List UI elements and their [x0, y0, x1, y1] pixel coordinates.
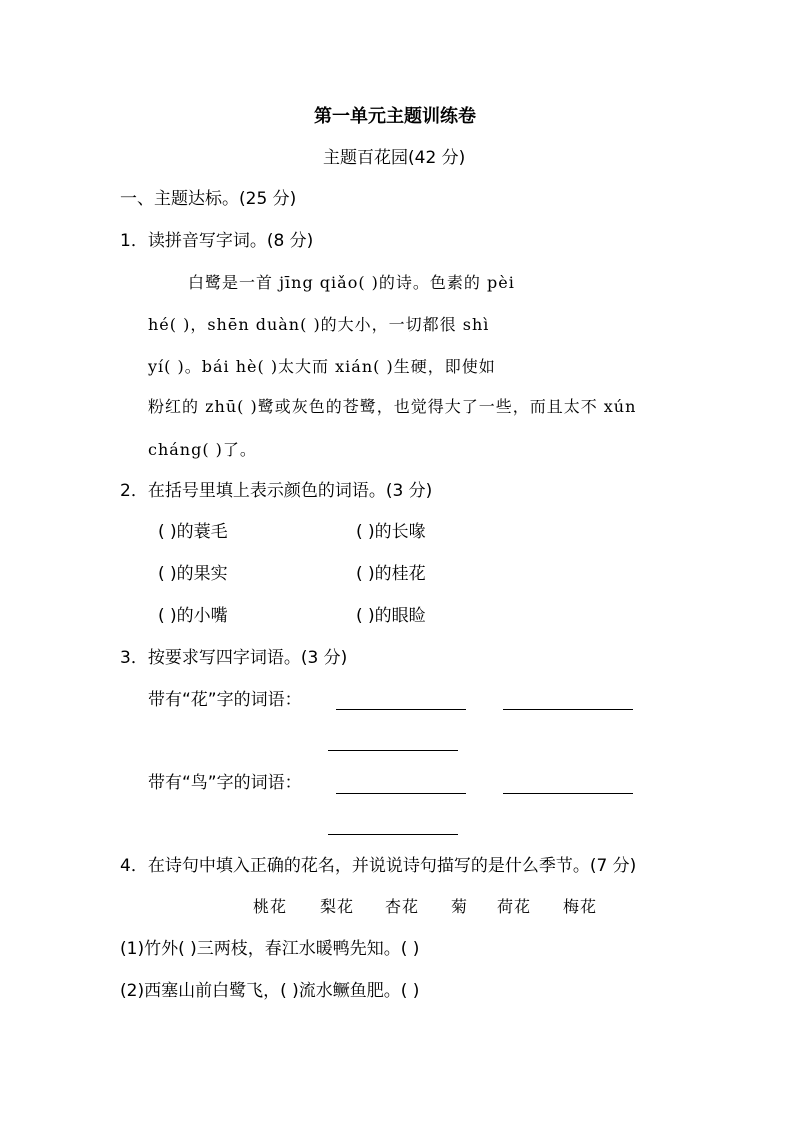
flower-option: 桃花	[253, 897, 288, 916]
flower-words-label: 带有“花”字的词语：	[148, 690, 302, 710]
flower-option: 梨花	[320, 897, 355, 916]
color-blank-item[interactable]: ( )的果实	[158, 564, 228, 584]
page-subtitle: 主题百花园(42 分)	[323, 148, 466, 168]
answer-line[interactable]	[336, 708, 466, 710]
bird-words-label: 带有“鸟”字的词语：	[148, 773, 302, 793]
section-heading: 一、主题达标。(25 分)	[120, 189, 297, 209]
answer-line[interactable]	[336, 792, 466, 794]
question-1-heading: 1．读拼音写字词。(8 分)	[120, 231, 314, 251]
answer-line[interactable]	[503, 792, 633, 794]
question-1-line-2: hé( )，shēn duàn( )的大小，一切都很 shì	[148, 315, 490, 334]
color-blank-item[interactable]: ( )的桂花	[356, 564, 426, 584]
flower-option: 荷花	[497, 897, 532, 916]
color-blank-item[interactable]: ( )的长喙	[356, 522, 426, 542]
question-1-line-5: cháng( )了。	[148, 440, 257, 459]
question-2-heading: 2．在括号里填上表示颜色的词语。(3 分)	[120, 481, 433, 501]
flower-option: 杏花	[385, 897, 420, 916]
poem-item-2: (2)西塞山前白鹭飞，( )流水鳜鱼肥。( )	[120, 981, 420, 1001]
answer-line[interactable]	[503, 708, 633, 710]
color-blank-item[interactable]: ( )的眼睑	[356, 606, 426, 626]
question-1-line-4: 粉红的 zhū( )鹭或灰色的苍鹭，也觉得大了一些，而且太不 xún	[148, 397, 637, 416]
poem-item-1: (1)竹外( )三两枝，春江水暖鸭先知。( )	[120, 939, 420, 959]
page-title: 第一单元主题训练卷	[314, 106, 476, 127]
flower-option: 梅花	[563, 897, 598, 916]
color-blank-item[interactable]: ( )的蓑毛	[158, 522, 228, 542]
flower-option: 菊	[451, 897, 469, 916]
answer-line[interactable]	[328, 749, 458, 751]
question-4-heading: 4．在诗句中填入正确的花名，并说说诗句描写的是什么季节。(7 分)	[120, 856, 637, 876]
answer-line[interactable]	[328, 833, 458, 835]
question-1-line-3: yí( )。bái hè( )太大而 xián( )生硬，即使如	[148, 357, 496, 376]
question-3-heading: 3．按要求写四字词语。(3 分)	[120, 648, 348, 668]
color-blank-item[interactable]: ( )的小嘴	[158, 606, 228, 626]
question-1-line-1: 白鹭是一首 jīng qiǎo( )的诗。色素的 pèi	[188, 273, 515, 292]
